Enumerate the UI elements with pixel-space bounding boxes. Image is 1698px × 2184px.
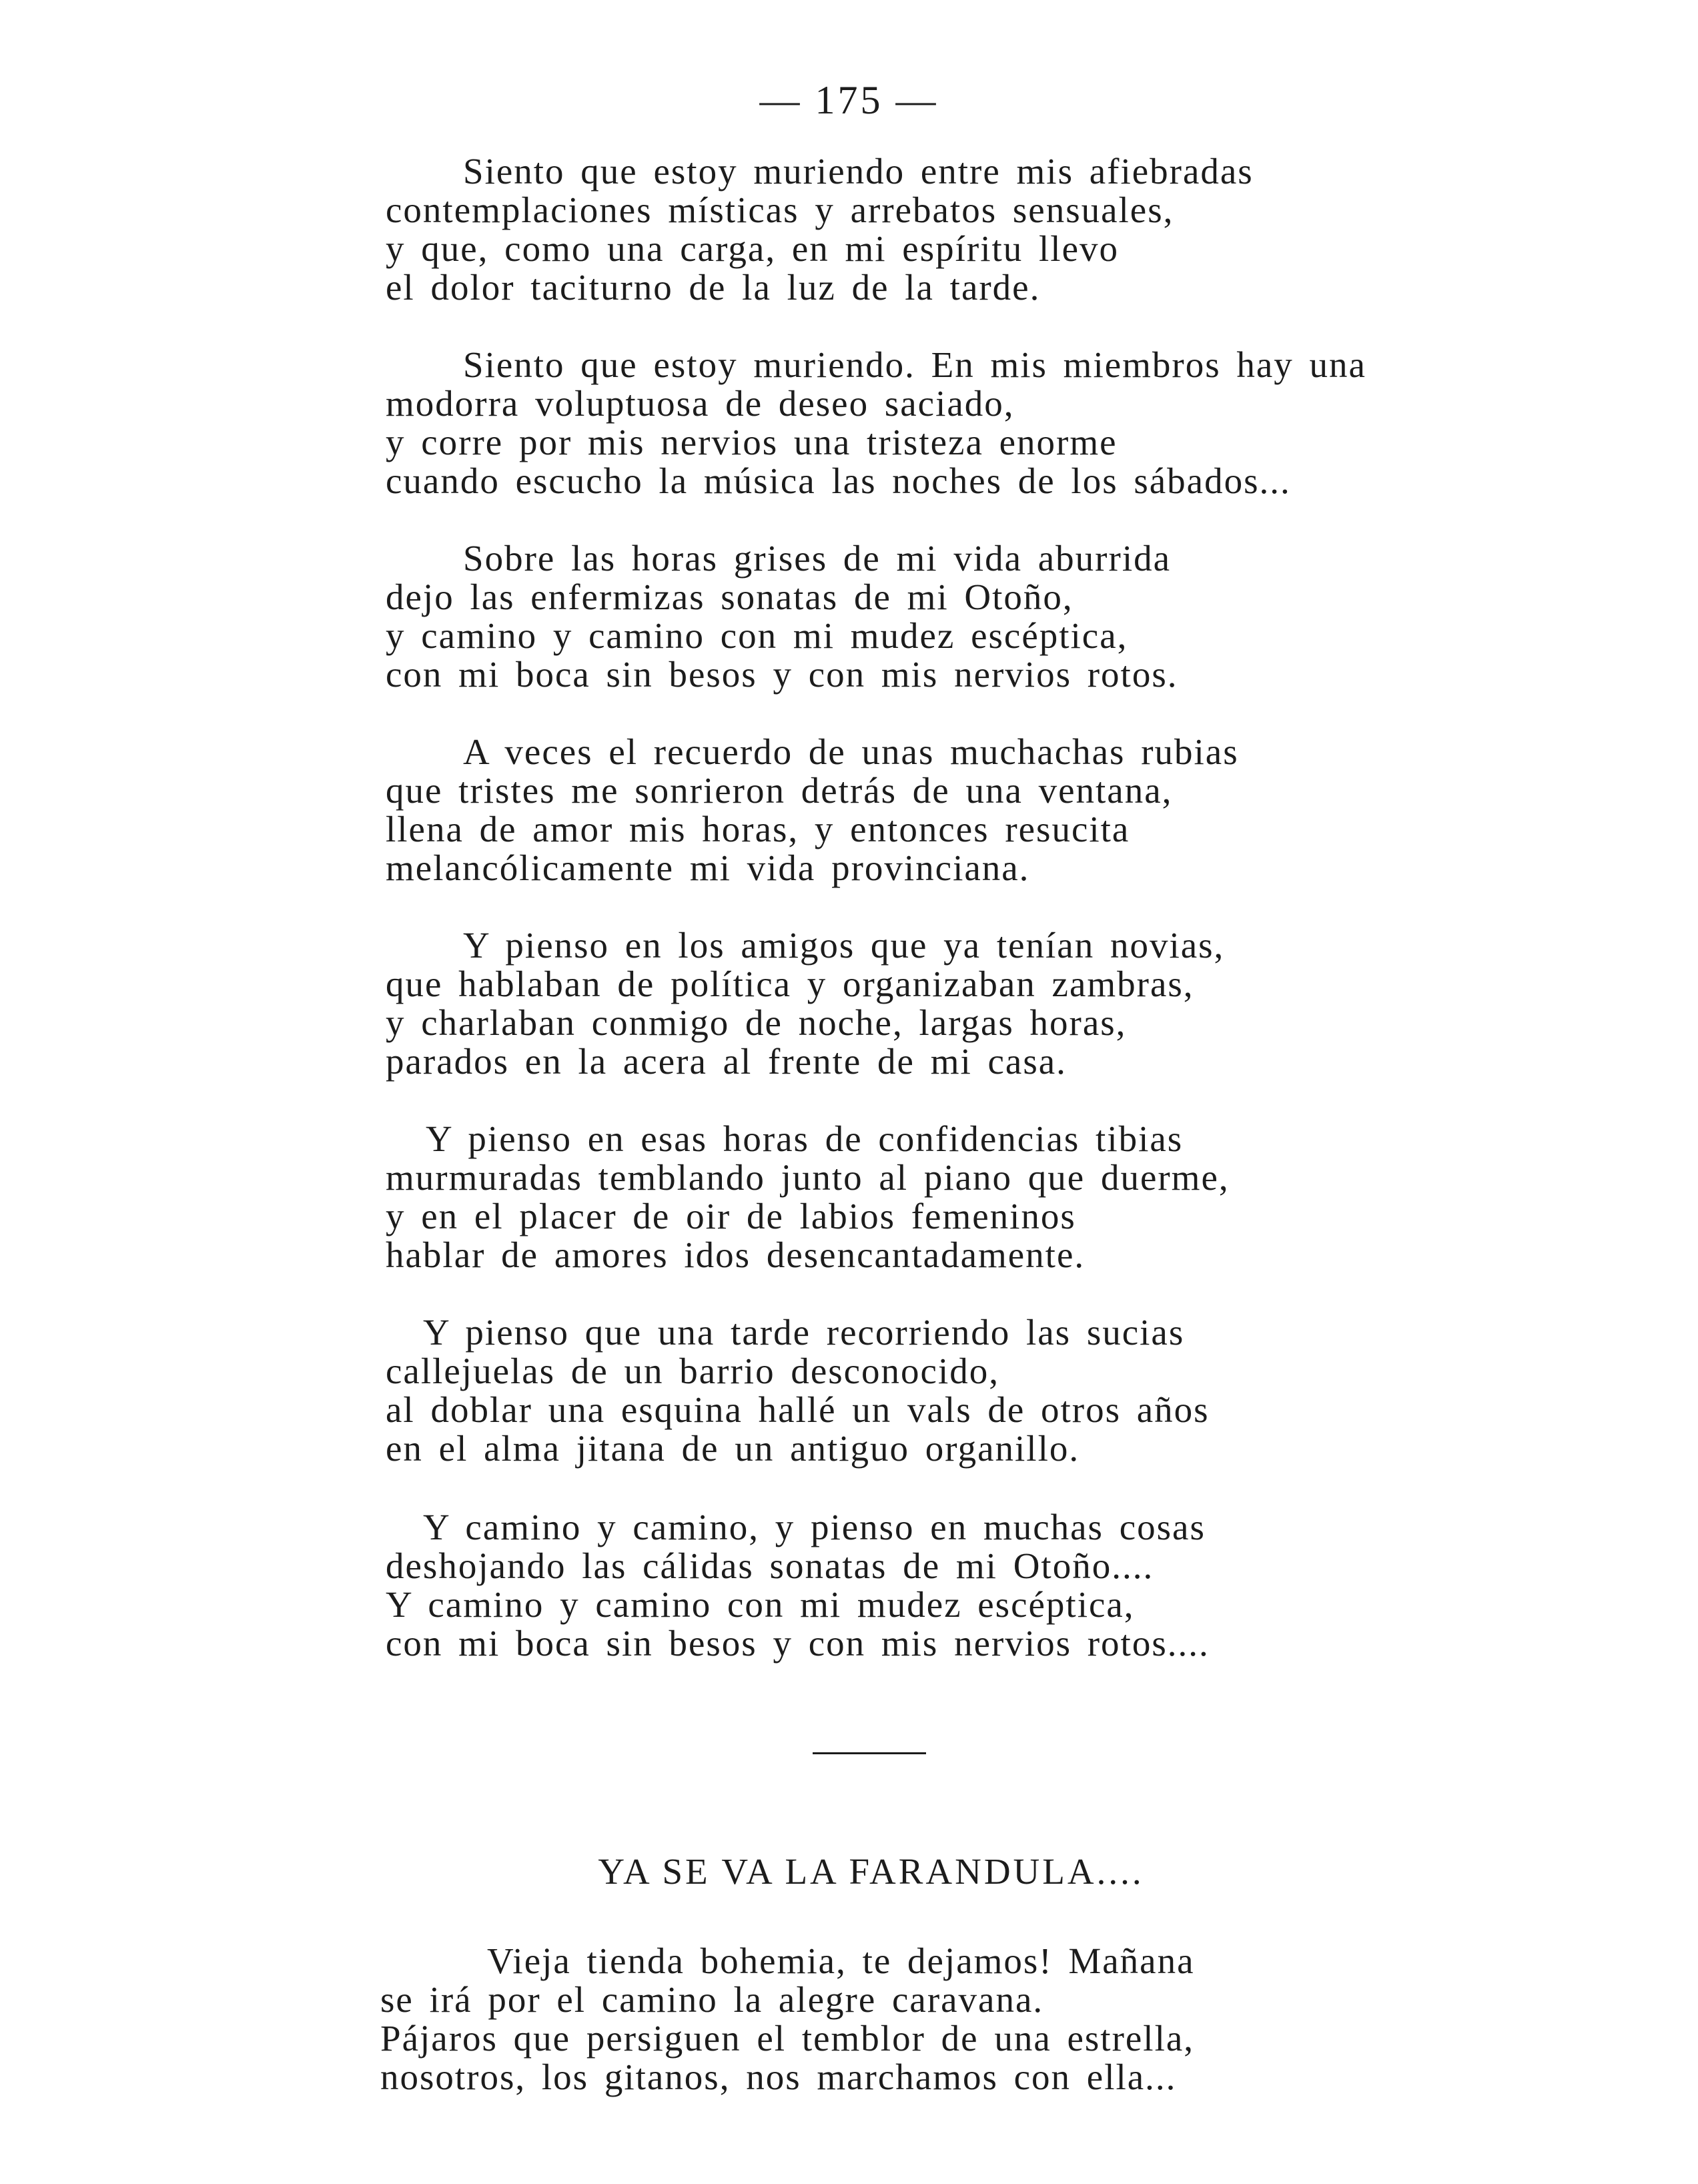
poem-line: y corre por mis nervios una tristeza enorme — [386, 422, 1118, 462]
poem-line: Siento que estoy muriendo entre mis afiebradas — [463, 151, 1254, 192]
poem-line: contemplaciones místicas y arrebatos sensuales, — [386, 190, 1174, 230]
stanza-1 — [386, 152, 1386, 307]
poem-line: y camino y camino con mi mudez escéptica, — [386, 615, 1128, 656]
poem-line: Vieja tienda bohemia, te dejamos! Mañana — [487, 1940, 1195, 1981]
poem-line: A veces el recuerdo de unas muchachas rubias — [463, 731, 1239, 772]
page-number: — 175 — — [759, 78, 939, 122]
poem-line: callejuelas de un barrio desconocido, — [386, 1351, 999, 1391]
poem-line: dejo las enfermizas sonatas de mi Otoño, — [386, 577, 1074, 617]
poem-line: y que, como una carga, en mi espíritu llevo — [386, 228, 1119, 269]
poem-line: Y camino y camino, y pienso en muchas cosas — [423, 1507, 1206, 1547]
poem-line: que tristes me sonrieron detrás de una ventana, — [386, 770, 1173, 811]
poem-line: Y pienso en esas horas de confidencias tibias — [426, 1118, 1184, 1159]
poem-line: Y camino y camino con mi mudez escéptica, — [386, 1584, 1135, 1625]
poem-line: que hablaban de política y organizaban zambras, — [386, 964, 1194, 1004]
stanza-7 — [386, 1313, 1386, 1468]
poem-title: YA SE VA LA FARANDULA.... — [598, 1851, 1144, 1892]
poem-line: Pájaros que persiguen el temblor de una estrella, — [380, 2018, 1195, 2059]
poem-line: Y pienso que una tarde recorriendo las sucias — [423, 1312, 1185, 1353]
poem-line: llena de amor mis horas, y entonces resucita — [386, 809, 1130, 849]
section-divider — [813, 1752, 926, 1754]
stanza-3 — [386, 539, 1386, 694]
poem-line: murmuradas temblando junto al piano que duerme, — [386, 1157, 1230, 1198]
poem-line: parados en la acera al frente de mi casa. — [386, 1041, 1067, 1082]
poem-line: modorra voluptuosa de deseo saciado, — [386, 383, 1015, 424]
stanza-next-poem — [380, 1942, 1381, 2097]
poem-line: cuando escucho la música las noches de los sábados... — [386, 460, 1291, 501]
poem-line: Y pienso en los amigos que ya tenían novias, — [463, 925, 1225, 966]
poem-line: y en el placer de oir de labios femeninos — [386, 1196, 1076, 1236]
poem-line: con mi boca sin besos y con mis nervios rotos.... — [386, 1623, 1210, 1664]
poem-line: con mi boca sin besos y con mis nervios rotos. — [386, 654, 1178, 695]
poem-line: Siento que estoy muriendo. En mis miembros hay una — [463, 344, 1366, 385]
stanza-8 — [386, 1508, 1386, 1663]
poem-line: se irá por el camino la alegre caravana. — [380, 1979, 1044, 2020]
poem-line: en el alma jitana de un antiguo organillo. — [386, 1428, 1080, 1469]
poem-line: nosotros, los gitanos, nos marchamos con ella... — [380, 2057, 1177, 2097]
stanza-6 — [386, 1120, 1386, 1275]
stanza-2 — [386, 346, 1386, 500]
stanza-4 — [386, 733, 1386, 887]
poem-line: al doblar una esquina hallé un vals de otros años — [386, 1389, 1210, 1430]
poem-line: deshojando las cálidas sonatas de mi Otoño.... — [386, 1545, 1154, 1586]
poem-line: melancólicamente mi vida provinciana. — [386, 847, 1030, 888]
poem-line: el dolor taciturno de la luz de la tarde. — [386, 267, 1041, 308]
poem-line: Sobre las horas grises de mi vida aburrida — [463, 538, 1172, 579]
stanza-5 — [386, 926, 1386, 1081]
poem-line: hablar de amores idos desencantadamente. — [386, 1234, 1086, 1275]
poem-line: y charlaban conmigo de noche, largas horas, — [386, 1002, 1127, 1043]
